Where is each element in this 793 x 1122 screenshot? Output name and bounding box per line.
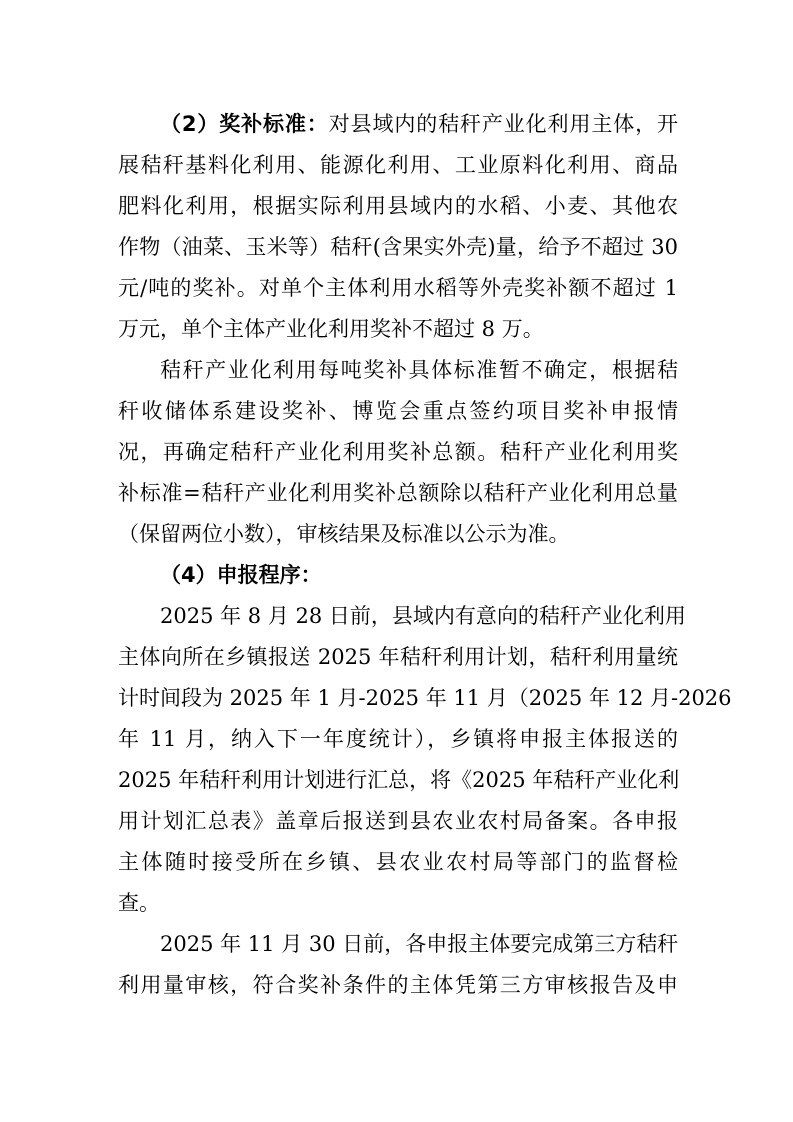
section-2-first-line bbox=[118, 104, 678, 145]
standard-paragraph-line: 况，再确定秸秆产业化利用奖补总额。秸秆产业化利用奖 bbox=[118, 440, 678, 464]
standard-paragraph-line: 秆收储体系建设奖补、博览会重点签约项目奖补申报情 bbox=[118, 399, 678, 423]
procedure-paragraph-line: 2025 年秸秆利用计划进行汇总，将《2025 年秸秆产业化利 bbox=[118, 768, 680, 792]
section-2-line: 作物（油菜、玉米等）秸秆(含果实外壳)量，给予不超过 30 bbox=[118, 235, 678, 259]
section-2-line-text: 对县域内的秸秆产业化利用主体，开 bbox=[328, 112, 678, 136]
section-2-line: 肥料化利用，根据实际利用县域内的水稻、小麦、其他农 bbox=[118, 194, 678, 218]
review-paragraph-line: 2025 年 11 月 30 日前，各申报主体要完成第三方秸秆 bbox=[160, 932, 679, 956]
section-2-line: 展秸秆基料化利用、能源化利用、工业原料化利用、商品 bbox=[118, 153, 678, 177]
procedure-paragraph-line: 主体向所在乡镇报送 2025 年秸秆利用计划，秸秆利用量统 bbox=[118, 645, 678, 669]
procedure-paragraph-line: 年 11 月，纳入下一年度统计），乡镇将申报主体报送的 bbox=[118, 727, 678, 751]
section-4-heading: （4）申报程序： bbox=[160, 563, 322, 587]
section-2-line: 元/吨的奖补。对单个主体利用水稻等外壳奖补额不超过 1 bbox=[118, 276, 678, 300]
document-body bbox=[118, 104, 732, 1006]
standard-paragraph-line: 秸秆产业化利用每吨奖补具体标准暂不确定，根据秸 bbox=[160, 358, 678, 382]
procedure-paragraph-line: 主体随时接受所在乡镇、县农业农村局等部门的监督检 bbox=[118, 850, 678, 874]
procedure-paragraph-line: 用计划汇总表》盖章后报送到县农业农村局备案。各申报 bbox=[118, 809, 678, 833]
procedure-paragraph-line: 查。 bbox=[118, 891, 160, 915]
section-2-line: 万元，单个主体产业化利用奖补不超过 8 万。 bbox=[118, 317, 544, 341]
review-paragraph-line: 利用量审核，符合奖补条件的主体凭第三方审核报告及申 bbox=[118, 973, 678, 997]
standard-paragraph-line: （保留两位小数），审核结果及标准以公示为准。 bbox=[118, 522, 570, 546]
section-2-heading: （2）奖补标准： bbox=[160, 112, 329, 136]
procedure-paragraph-line: 计时间段为 2025 年 1 月-2025 年 11 月（2025 年 12 月-2026 bbox=[118, 686, 732, 710]
standard-paragraph-line: 补标准=秸秆产业化利用奖补总额除以秸秆产业化利用总量 bbox=[118, 481, 678, 505]
procedure-paragraph-line: 2025 年 8 月 28 日前，县域内有意向的秸秆产业化利用 bbox=[160, 604, 686, 628]
